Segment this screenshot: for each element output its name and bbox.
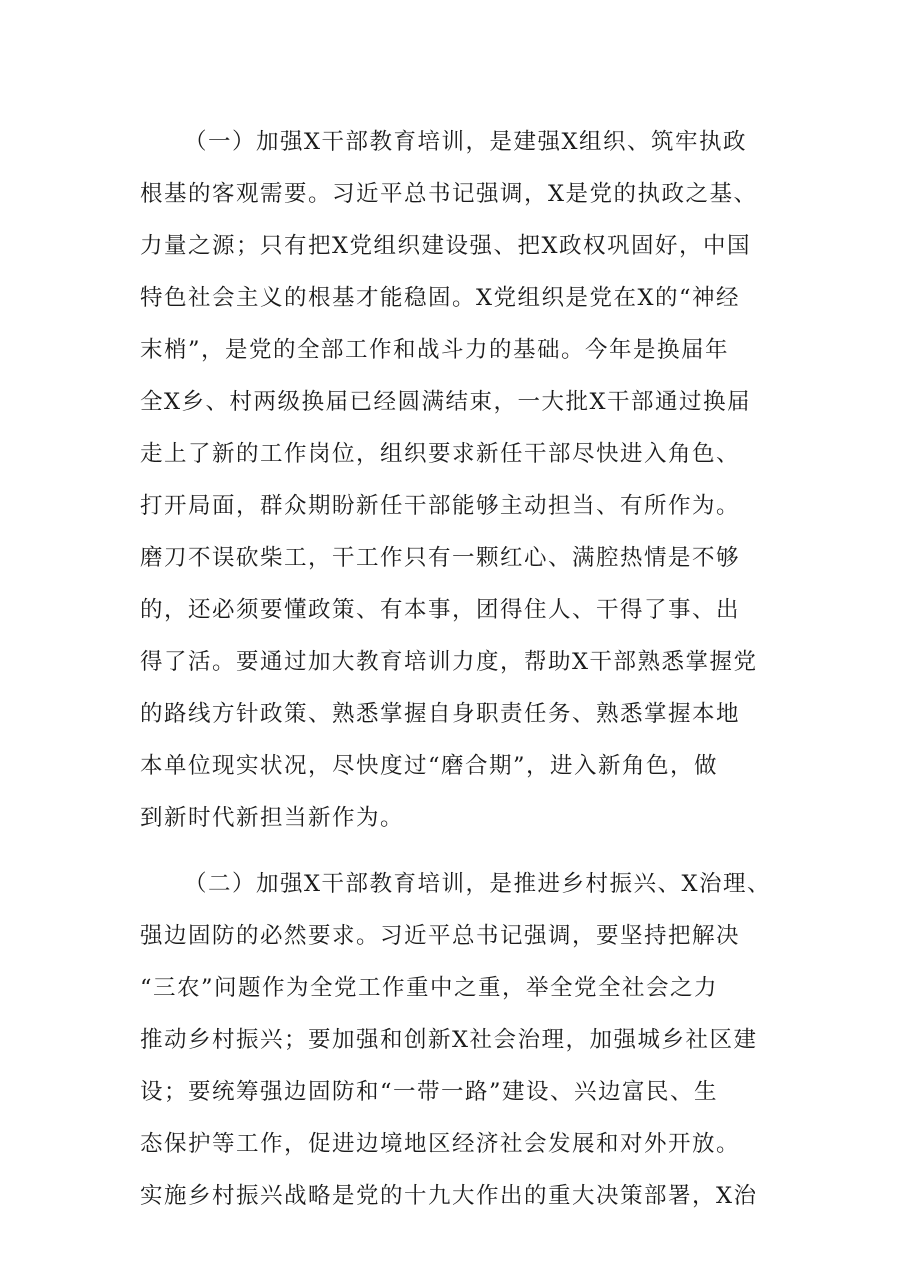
paragraph-1-line-4: 特色社会主义的根基才能稳固。X党组织是党在X的“神经 — [140, 285, 741, 311]
paragraph-1-line-10: 的，还必须要懂政策、有本事，团得住人、干得了事、出 — [140, 597, 741, 623]
paragraph-2-line-6: 态保护等工作，促进边境地区经济社会发展和对外开放。 — [140, 1131, 741, 1157]
paragraph-2-line-3: “三农”问题作为全党工作重中之重，举全党全社会之力 — [140, 975, 719, 1001]
paragraph-2-line-2: 强边固防的必然要求。习近平总书记强调，要坚持把解决 — [140, 923, 741, 949]
paragraph-1-line-9: 磨刀不误砍柴工，干工作只有一颗红心、满腔热情是不够 — [140, 545, 741, 571]
paragraph-1-line-2: 根基的客观需要。习近平总书记强调，X是党的执政之基、 — [140, 181, 758, 207]
paragraph-1-line-8: 打开局面，群众期盼新任干部能够主动担当、有所作为。 — [140, 493, 741, 519]
paragraph-2-line-4: 推动乡村振兴；要加强和创新X社会治理，加强城乡社区建 — [140, 1027, 758, 1053]
paragraph-1-line-7: 走上了新的工作岗位，组织要求新任干部尽快进入角色、 — [140, 441, 741, 467]
paragraph-2-line-1: （二）加强X干部教育培训，是推进乡村振兴、X治理、 — [184, 871, 772, 897]
paragraph-1-line-11: 得了活。要通过加大教育培训力度，帮助X干部熟悉掌握党 — [140, 649, 758, 675]
paragraph-2-line-7: 实施乡村振兴战略是党的十九大作出的重大决策部署，X治 — [140, 1183, 758, 1209]
paragraph-1-line-12: 的路线方针政策、熟悉掌握自身职责任务、熟悉掌握本地 — [140, 701, 741, 727]
paragraph-1-line-3: 力量之源；只有把X党组织建设强、把X政权巩固好，中国 — [140, 233, 752, 259]
paragraph-1-line-1: （一）加强X干部教育培训，是建强X组织、筑牢执政 — [184, 129, 748, 155]
paragraph-1-line-6: 全X乡、村两级换届已经圆满结束，一大批X干部通过换届 — [140, 389, 752, 415]
paragraph-1-line-13: 本单位现实状况，尽快度过“磨合期”，进入新角色，做 — [140, 753, 719, 779]
paragraph-2-line-5: 设；要统筹强边固防和“一带一路”建设、兴边富民、生 — [140, 1079, 719, 1105]
paragraph-1-line-5: 末梢”，是党的全部工作和战斗力的基础。今年是换届年 — [140, 337, 730, 363]
paragraph-1-line-14: 到新时代新担当新作为。 — [140, 805, 405, 831]
